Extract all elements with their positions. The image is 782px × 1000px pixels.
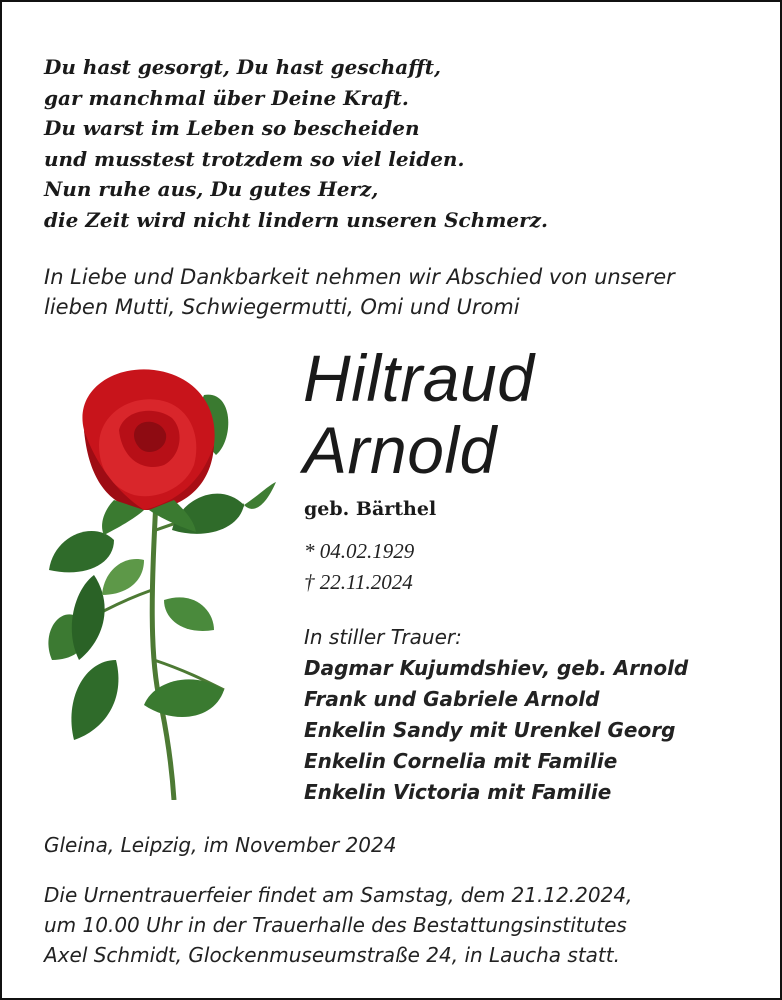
poem-line: und musstest trotzdem so viel leiden. [44,146,465,171]
poem [44,52,548,235]
rose-stem [152,500,174,800]
mourner-name: Frank und Gabriele Arnold [304,687,600,711]
intro-line: lieben Mutti, Schwiegermutti, Omi und Uromi [44,295,520,319]
deceased-last-name: Arnold [303,413,497,487]
poem-line: Du hast gesorgt, Du hast geschafft, [44,55,442,79]
leaf [71,660,118,740]
deceased-first-name: Hiltraud [303,341,535,415]
mourner-name: Enkelin Victoria mit Familie [304,780,612,804]
poem-line: Du warst im Leben so bescheiden [44,116,420,140]
leaf [72,575,105,660]
ceremony-line: Die Urnentrauerfeier findet am Samstag, dem 21.12.2024, [44,883,633,907]
rose-image [44,360,284,800]
mourners-title: In stiller Trauer: [304,625,462,649]
place-date: Gleina, Leipzig, im November 2024 [44,833,397,857]
ceremony-line: Axel Schmidt, Glockenmuseumstraße 24, in Laucha statt. [44,943,620,967]
birth-date: * 04.02.1929 [304,539,415,563]
deceased-name [303,342,534,486]
mourner-name: Dagmar Kujumdshiev, geb. Arnold [304,656,689,680]
leaf [49,531,114,572]
mourner-name: Enkelin Cornelia mit Familie [304,749,618,773]
maiden-name: geb. Bärthel [304,498,437,520]
poem-line: Nun ruhe aus, Du gutes Herz, [44,177,379,201]
leaf [102,559,144,595]
mourner-name: Enkelin Sandy mit Urenkel Georg [304,718,676,742]
death-date: † 22.11.2024 [304,570,413,594]
poem-line: die Zeit wird nicht lindern unseren Schmerz. [44,207,548,232]
intro-text [44,262,675,322]
ceremony-info [44,880,632,970]
life-dates [304,536,414,598]
poem-line: gar manchmal über Deine Kraft. [44,85,409,110]
intro-line: In Liebe und Dankbarkeit nehmen wir Abschied von unserer [44,265,675,289]
ceremony-line: um 10.00 Uhr in der Trauerhalle des Bestattungsinstitutes [44,913,627,937]
leaf [164,597,214,631]
leaf [244,482,276,509]
mourners-block [304,622,688,808]
